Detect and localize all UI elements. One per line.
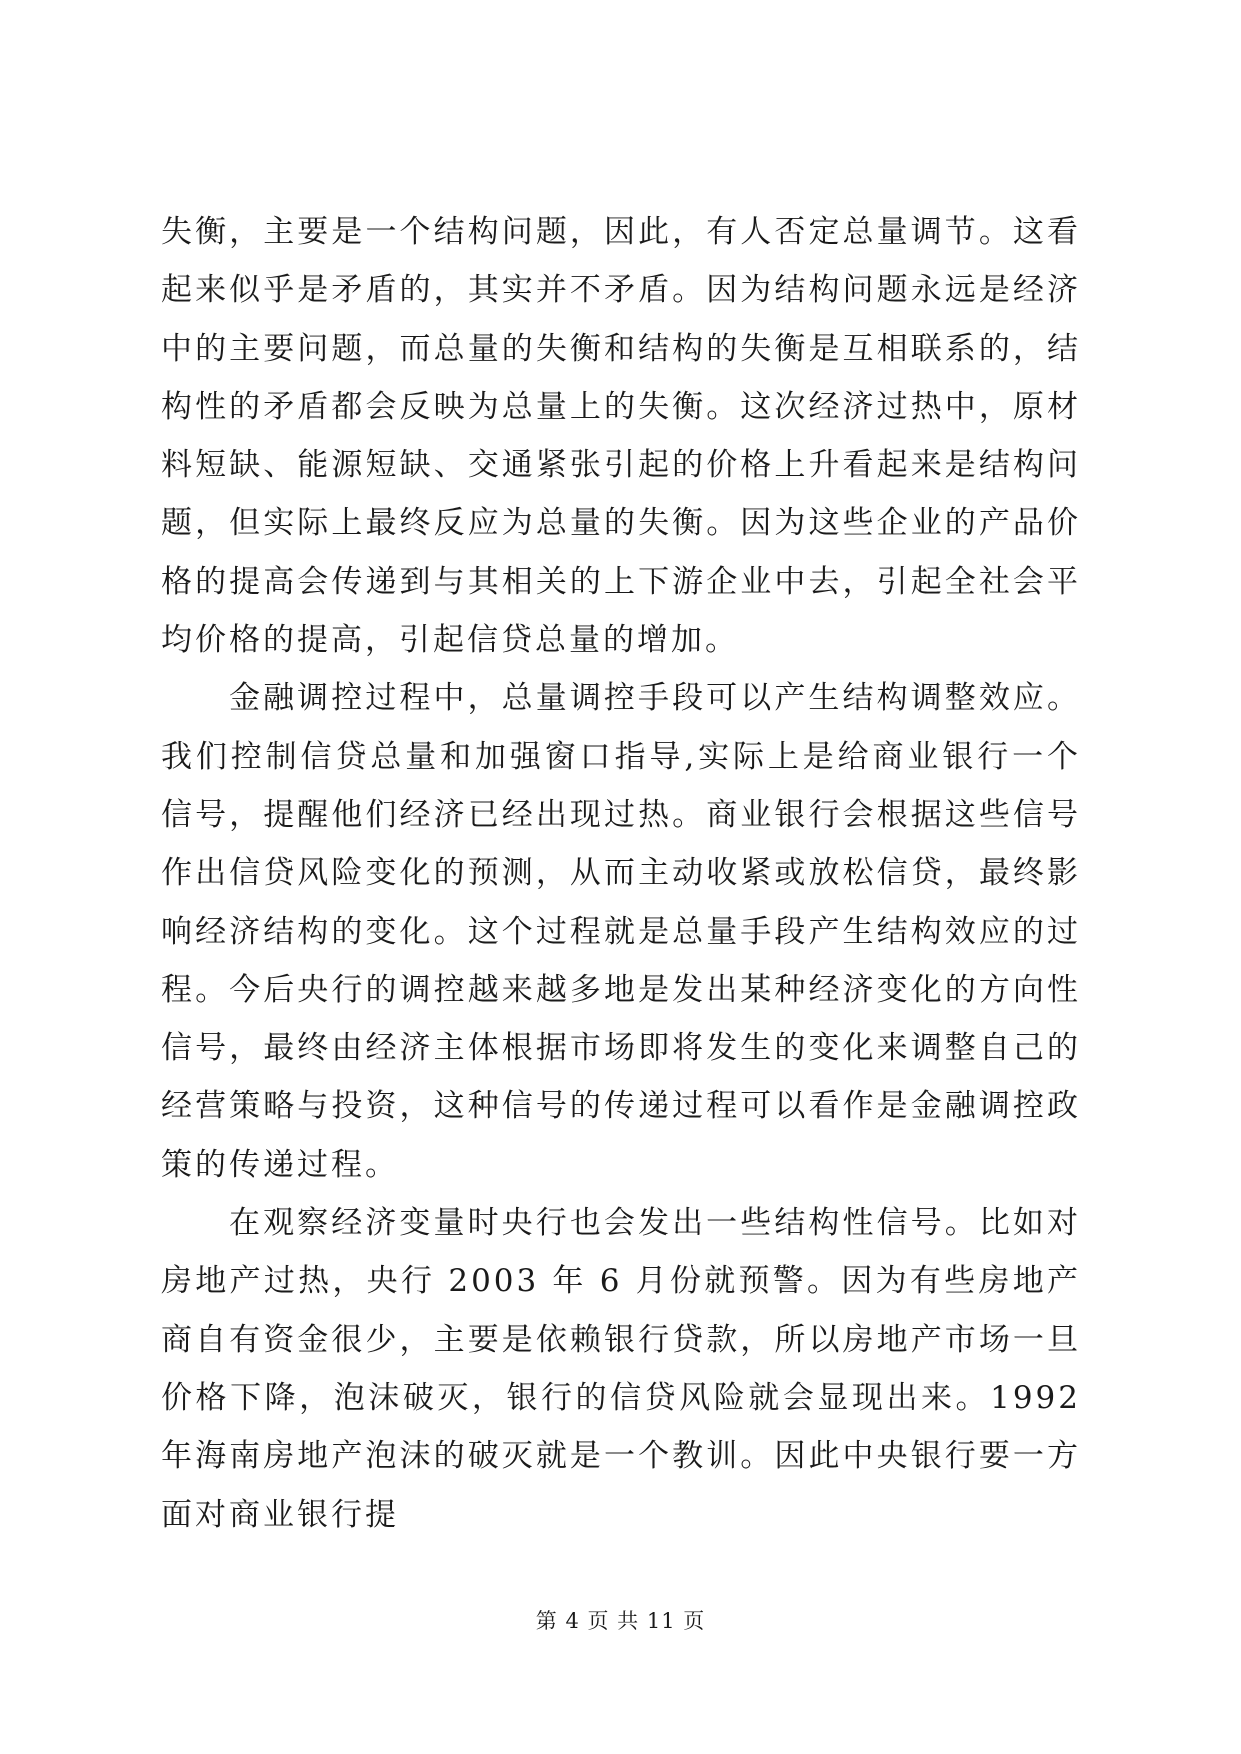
page-number-label: 第 4 页 共 11 页 (535, 1609, 706, 1633)
paragraph-2: 金融调控过程中，总量调控手段可以产生结构调整效应。我们控制信贷总量和加强窗口指导,实际上是给商业银行一个信号，提醒他们经济已经出现过热。商业银行会根据这些信号作出信贷风险变化的预测，从而主动收紧或放松信贷，最终影响经济结构的变化。这个过程就是总量手段产生结构效应的过程。今后央行的调控越来越多地是发出某种经济变化的方向性信号，最终由经济主体根据市场即将发生的变化来调整自己的经营策略与投资，这种信号的传递过程可以看作是金融调控政策的传递过程。 (161, 680, 1081, 1183)
document-body (161, 203, 1081, 1544)
page-footer (0, 1605, 1241, 1635)
paragraph-1: 失衡，主要是一个结构问题，因此，有人否定总量调节。这看起来似乎是矛盾的，其实并不矛盾。因为结构问题永远是经济中的主要问题，而总量的失衡和结构的失衡是互相联系的，结构性的矛盾都会反映为总量上的失衡。这次经济过热中，原材料短缺、能源短缺、交通紧张引起的价格上升看起来是结构问题，但实际上最终反应为总量的失衡。因为这些企业的产品价格的提高会传递到与其相关的上下游企业中去，引起全社会平均价格的提高，引起信贷总量的增加。 (161, 214, 1081, 659)
paragraph-3: 在观察经济变量时央行也会发出一些结构性信号。比如对房地产过热，央行 2003 年 6 月份就预警。因为有些房地产商自有资金很少，主要是依赖银行贷款，所以房地产市场一旦价格下降，泡沫破灭，银行的信贷风险就会显现出来。1992 年海南房地产泡沫的破灭就是一个教训。因此中央银行要一方面对商业银行提 (161, 1205, 1081, 1533)
